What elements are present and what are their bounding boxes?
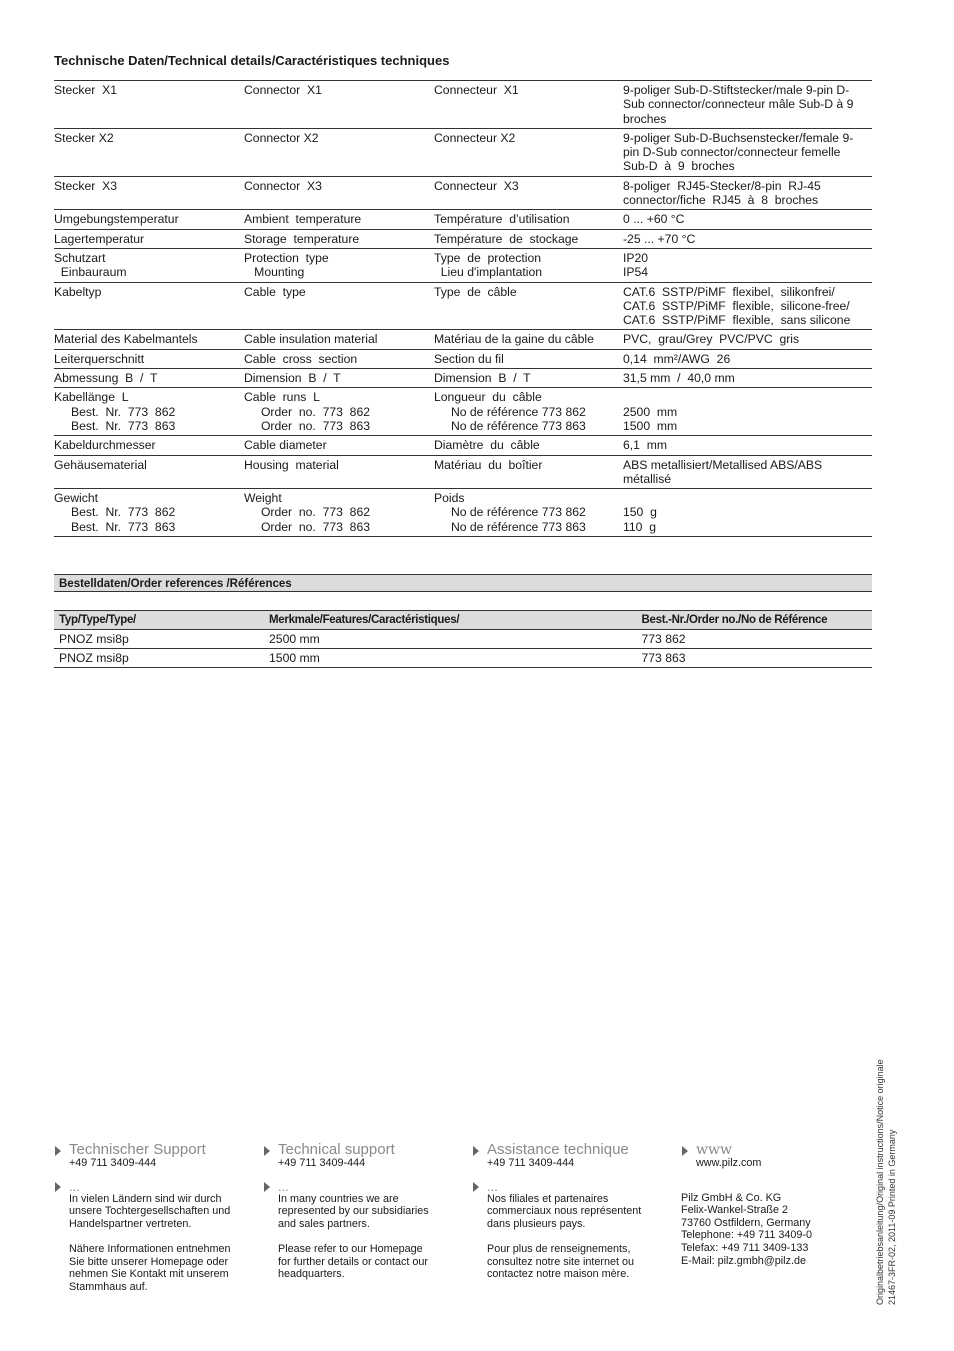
tech-row — [54, 330, 872, 349]
email-link[interactable]: E-Mail: pilz.gmbh@pilz.de — [681, 1254, 806, 1267]
tech-cell-french-label: Température d’utilisation — [434, 210, 623, 229]
footer-heading-www: www — [681, 1140, 871, 1160]
tech-cell-english-label: Cable diameter — [244, 436, 434, 455]
tech-cell-value: 150 g 110 g — [623, 489, 872, 537]
tech-row — [54, 176, 872, 210]
footer-text-fr: Nos filiales et partenaires commerciaux nous représentent dans plusieurs pays. Pour plus de renseignements, consultez notre site internet ou contactez notre maison mère. — [487, 1192, 642, 1281]
tech-cell-french-label: Poids No de référence 773 862 No de référence 773 863 — [434, 489, 623, 537]
tech-cell-german-label: Stecker X2 — [54, 128, 244, 176]
arrow-right-icon — [473, 1182, 479, 1192]
arrow-right-icon — [264, 1146, 270, 1156]
tech-cell-english-label: Cable type — [244, 282, 434, 330]
arrow-right-icon — [682, 1146, 688, 1156]
tech-cell-english-label: Cable cross section — [244, 349, 434, 368]
tech-cell-german-label: Stecker X1 — [54, 81, 244, 129]
footer-phone-de: +49 711 3409-444 — [69, 1157, 157, 1169]
tech-cell-english-label: Dimension B / T — [244, 369, 434, 388]
tech-row — [54, 436, 872, 455]
footer-dots-de: ... — [54, 1178, 239, 1196]
order-row — [54, 630, 872, 649]
tech-row — [54, 229, 872, 248]
tech-cell-value: 31,5 mm / 40,0 mm — [623, 369, 872, 388]
tech-cell-french-label: Type de câble — [434, 282, 623, 330]
tech-cell-english-label: Storage temperature — [244, 229, 434, 248]
tech-cell-value: -25 ... +70 °C — [623, 229, 872, 248]
tech-cell-english-label: Housing material — [244, 455, 434, 489]
tech-cell-english-label: Protection type Mounting — [244, 248, 434, 282]
order-references-table — [54, 610, 872, 668]
tech-cell-german-label: Kabeldurchmesser — [54, 436, 244, 455]
tech-cell-value: IP20 IP54 — [623, 248, 872, 282]
tech-cell-value: 2500 mm 1500 mm — [623, 388, 872, 436]
tech-cell-german-label: Kabeltyp — [54, 282, 244, 330]
footer-col-de — [54, 1140, 239, 1306]
tech-cell-french-label: Dimension B / T — [434, 369, 623, 388]
order-header-row — [54, 611, 872, 630]
footer-heading-de: Technischer Support — [54, 1140, 239, 1160]
tech-cell-german-label: Schutzart Einbauraum — [54, 248, 244, 282]
tech-cell-english-label: Connector X1 — [244, 81, 434, 129]
tech-row — [54, 282, 872, 330]
footer-heading-en: Technical support — [263, 1140, 448, 1160]
footer-col-fr — [472, 1140, 657, 1293]
tech-cell-value: 8-poliger RJ45-Stecker/8-pin RJ-45 connector/fiche RJ45 à 8 broches — [623, 176, 872, 210]
tech-row — [54, 455, 872, 489]
order-cell-order-no: 773 863 — [637, 649, 873, 668]
technical-details-table — [54, 80, 872, 537]
tech-cell-german-label: Gewicht Best. Nr. 773 862 Best. Nr. 773 863 — [54, 489, 244, 537]
tech-cell-value: 9-poliger Sub-D-Stiftstecker/male 9-pin D- Sub connector/connecteur mâle Sub-D à 9 broches — [623, 81, 872, 129]
footer-dots-en: ... — [263, 1178, 448, 1196]
order-references-heading: Bestelldaten/Order references /Références — [54, 574, 872, 592]
arrow-right-icon — [264, 1182, 270, 1192]
tech-row — [54, 388, 872, 436]
tech-row — [54, 489, 872, 537]
tech-cell-english-label: Ambient temperature — [244, 210, 434, 229]
order-cell-type: PNOZ msi8p — [54, 630, 264, 649]
tech-cell-english-label: Connector X2 — [244, 128, 434, 176]
tech-cell-value: ABS metallisiert/Metallised ABS/ABS métallisé — [623, 455, 872, 489]
tech-cell-english-label: Cable insulation material — [244, 330, 434, 349]
tech-row — [54, 128, 872, 176]
tech-cell-german-label: Gehäusematerial — [54, 455, 244, 489]
order-cell-features: 1500 mm — [264, 649, 636, 668]
arrow-right-icon — [55, 1182, 61, 1192]
order-header-type: Typ/Type/Type/ — [54, 611, 264, 630]
order-header-order-no: Best.-Nr./Order no./No de Référence — [637, 611, 873, 630]
order-header-features: Merkmale/Features/Caractéristiques/ — [264, 611, 636, 630]
tech-row — [54, 349, 872, 368]
vertical-document-info: Originalbetriebsanleitung/Original instructions/Notice originale 21467-3FR-02, 2011-09 Printed in Germany — [875, 1059, 897, 1305]
tech-cell-value: 0,14 mm²/AWG 26 — [623, 349, 872, 368]
company-address: Pilz GmbH & Co. KG Felix-Wankel-Straße 2 73760 Ostfildern, Germany Telephone: +49 711 3409-0 Telefax: +49 711 3409-133 E-Mail: pilz.gmbh@pilz.de — [681, 1191, 812, 1267]
website-link[interactable]: www.pilz.com — [696, 1157, 762, 1169]
tech-cell-french-label: Connecteur X2 — [434, 128, 623, 176]
tech-row — [54, 248, 872, 282]
tech-row — [54, 210, 872, 229]
tech-cell-value: PVC, grau/Grey PVC/PVC gris — [623, 330, 872, 349]
tech-cell-german-label: Material des Kabelmantels — [54, 330, 244, 349]
tech-cell-french-label: Connecteur X1 — [434, 81, 623, 129]
order-cell-order-no: 773 862 — [637, 630, 873, 649]
tech-cell-english-label: Weight Order no. 773 862 Order no. 773 863 — [244, 489, 434, 537]
tech-cell-german-label: Kabellänge L Best. Nr. 773 862 Best. Nr. 773 863 — [54, 388, 244, 436]
order-cell-type: PNOZ msi8p — [54, 649, 264, 668]
tech-cell-french-label: Type de protection Lieu d'implantation — [434, 248, 623, 282]
footer-text-en: In many countries we are represented by our subsidiaries and sales partners. Please refer to our Homepage for further details or contact our headquarters. — [278, 1192, 429, 1281]
tech-cell-german-label: Abmessung B / T — [54, 369, 244, 388]
tech-cell-french-label: Longueur du câble No de référence 773 862 No de référence 773 863 — [434, 388, 623, 436]
footer-dots-fr: ... — [472, 1178, 657, 1196]
order-row — [54, 649, 872, 668]
footer-heading-fr: Assistance technique — [472, 1140, 657, 1160]
tech-cell-english-label: Cable runs L Order no. 773 862 Order no. 773 863 — [244, 388, 434, 436]
tech-cell-french-label: Section du fil — [434, 349, 623, 368]
tech-cell-french-label: Matériau de la gaine du câble — [434, 330, 623, 349]
arrow-right-icon — [55, 1146, 61, 1156]
tech-cell-french-label: Connecteur X3 — [434, 176, 623, 210]
tech-cell-english-label: Connector X3 — [244, 176, 434, 210]
tech-cell-value: 0 ... +60 °C — [623, 210, 872, 229]
tech-cell-value: 9-poliger Sub-D-Buchsenstecker/female 9- pin D-Sub connector/connecteur femelle Sub-D à 9 broches — [623, 128, 872, 176]
page-title: Technische Daten/Technical details/Caractéristiques techniques — [54, 53, 450, 68]
tech-cell-german-label: Stecker X3 — [54, 176, 244, 210]
tech-cell-value: CAT.6 SSTP/PiMF flexibel, silikonfrei/ CAT.6 SSTP/PiMF flexible, silicone-free/ CAT.6 SSTP/PiMF flexible, sans silicone — [623, 282, 872, 330]
footer-phone-en: +49 711 3409-444 — [278, 1157, 366, 1169]
tech-cell-german-label: Lagertemperatur — [54, 229, 244, 248]
tech-row — [54, 81, 872, 129]
order-cell-features: 2500 mm — [264, 630, 636, 649]
footer-col-en — [263, 1140, 448, 1293]
footer-phone-fr: +49 711 3409-444 — [487, 1157, 575, 1169]
footer-text-de: In vielen Ländern sind wir durch unsere Tochtergesellschaften und Handelspartner vertreten. Nähere Informationen entnehmen Sie bitte unserer Homepage oder nehmen Sie Kontakt mit unserem Stammhaus auf. — [69, 1192, 231, 1293]
tech-cell-german-label: Leiterquerschnitt — [54, 349, 244, 368]
tech-cell-french-label: Température de stockage — [434, 229, 623, 248]
tech-cell-french-label: Matériau du boîtier — [434, 455, 623, 489]
tech-cell-french-label: Diamètre du câble — [434, 436, 623, 455]
arrow-right-icon — [473, 1146, 479, 1156]
tech-cell-value: 6,1 mm — [623, 436, 872, 455]
tech-row — [54, 369, 872, 388]
tech-cell-german-label: Umgebungstemperatur — [54, 210, 244, 229]
footer-col-www — [681, 1140, 871, 1267]
